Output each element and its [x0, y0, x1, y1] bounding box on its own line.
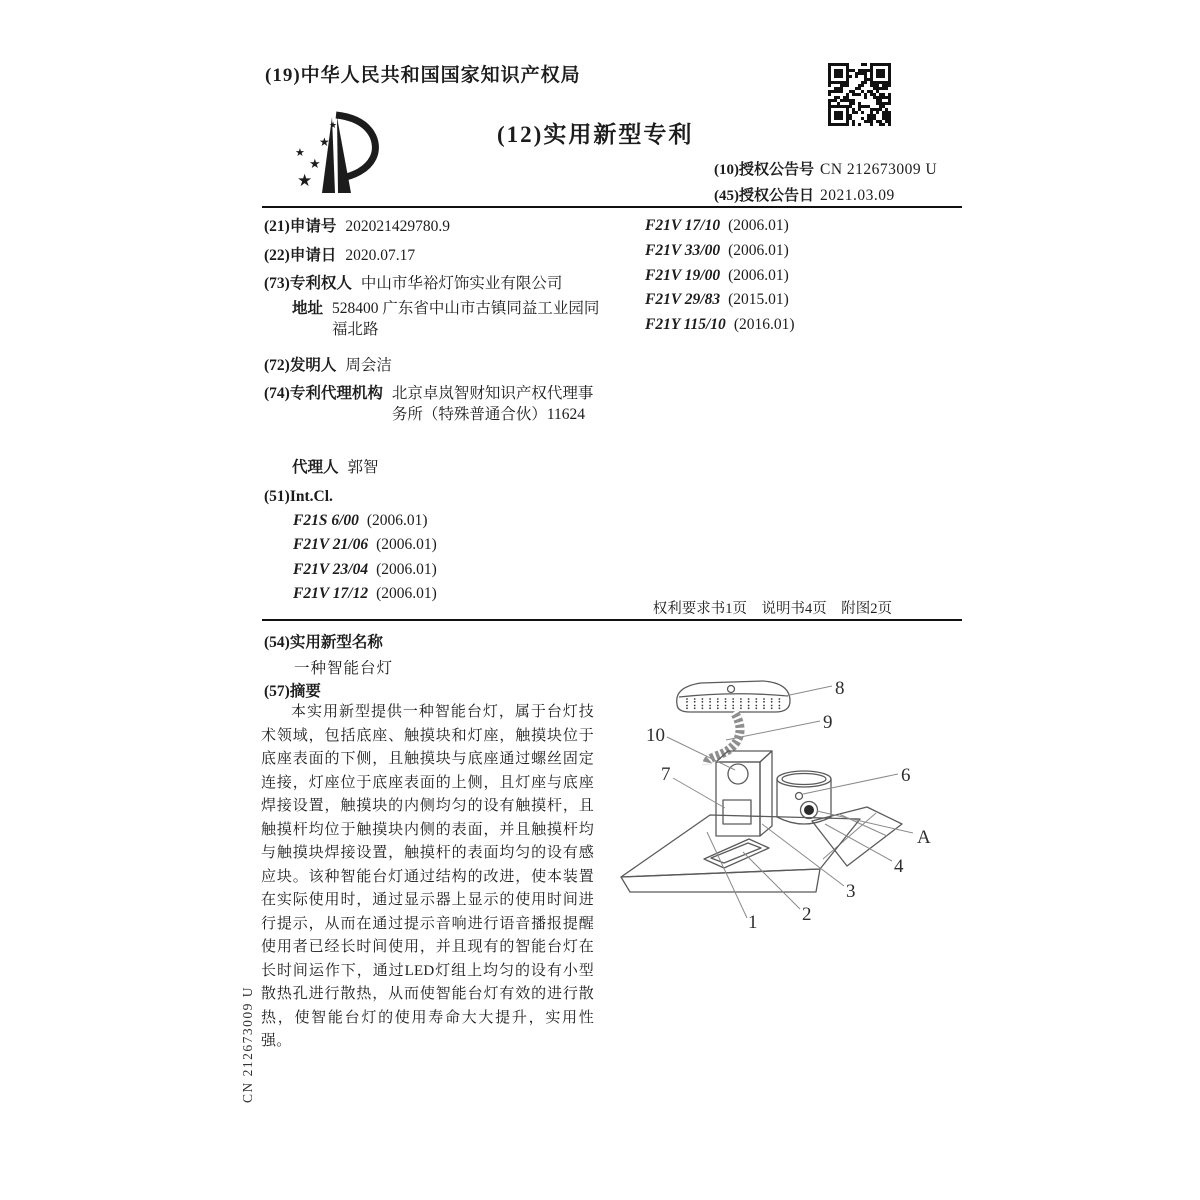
filing-date-label: (22)申请日 [264, 247, 337, 264]
publication-date-value: 2021.03.09 [820, 187, 895, 204]
ipc-version: (2016.01) [733, 316, 795, 333]
ipc-entry [645, 267, 789, 285]
section-divider [262, 619, 962, 621]
patent-office-name: (19)中华人民共和国国家知识产权局 [265, 65, 581, 86]
ipc-entry [645, 217, 789, 235]
touch-block-drawing [716, 751, 772, 836]
application-number-row [264, 217, 450, 238]
filing-date-value: 2020.07.17 [345, 247, 416, 264]
ipc-code: F21Y 115/10 [645, 316, 726, 333]
agency-value: 北京卓岚智财知识产权代理事务所（特殊普通合伙）11624 [391, 385, 594, 423]
ipc-version: (2006.01) [728, 217, 789, 234]
inventor-label: (72)发明人 [264, 357, 337, 374]
intcl-label: (51)Int.Cl. [264, 488, 333, 505]
header-divider [262, 206, 962, 208]
callout-1: 1 [748, 912, 758, 933]
patentee-value: 中山市华裕灯饰实业有限公司 [360, 275, 563, 292]
callout-6: 6 [901, 765, 911, 786]
vertical-document-id: CN 212673009 U [240, 985, 255, 1103]
abstract-text: 本实用新型提供一种智能台灯，属于台灯技术领域，包括底座、触摸块和灯座，触摸块位于底座表面的下侧，且触摸块与底座通过螺丝固定连接，灯座位于底座表面的上侧，且灯座与底座焊接设置，触摸块的内侧均匀的设有触摸杆，且触摸杆均位于触摸块内侧的表面，并且触摸杆均与触摸块焊接设置，触摸杆的表面均匀的设有感应块。该种智能台灯通过结构的改进，使本装置在实际使用时，通过显示器上显示的使用时间进行提示，从而在通过提示音响进行语音播报提醒使用者已经长时间使用，并且现有的智能台灯在长时间运作下，通过LED灯组上均匀的设有小型散热孔进行散热，从而使智能台灯有效的进行散热，使智能台灯的使用寿命大大提升，实用性强。 [261, 704, 594, 1049]
ipc-version: (2006.01) [728, 267, 789, 284]
callout-A: A [917, 827, 931, 848]
agent-value: 郭智 [347, 459, 379, 476]
callout-9: 9 [823, 712, 833, 733]
publication-number-label: (10)授权公告号 [714, 162, 814, 178]
callout-4: 4 [894, 856, 904, 877]
ipc-code: F21V 17/10 [645, 217, 721, 234]
ipc-entry [293, 512, 428, 530]
ipc-version: (2006.01) [376, 585, 437, 602]
ipc-code: F21V 23/04 [293, 561, 369, 578]
ipc-entry [293, 536, 437, 554]
document-type-title: (12)实用新型专利 [497, 122, 694, 147]
agent-label: 代理人 [292, 459, 339, 476]
filing-date-row [264, 246, 415, 267]
ipc-code: F21S 6/00 [293, 512, 359, 529]
ipc-version: (2006.01) [366, 512, 428, 529]
callout-3: 3 [846, 881, 856, 902]
publication-date-row [714, 184, 895, 205]
publication-number-value: CN 212673009 U [820, 161, 938, 178]
callout-10: 10 [646, 725, 665, 746]
callout-lines [667, 686, 913, 918]
patentee-label: (73)专利权人 [264, 275, 352, 292]
application-number-label: (21)申请号 [264, 218, 337, 235]
cnipa-logo [283, 106, 398, 206]
ipc-version: (2006.01) [376, 536, 437, 553]
patent-figure [613, 660, 958, 940]
logo-star-icon: ★ [295, 147, 305, 159]
qr-code [828, 63, 891, 126]
logo-star-icon: ★ [297, 171, 313, 190]
pages-summary: 权利要求书1页 说明书4页 附图2页 [652, 601, 892, 617]
ipc-version: (2015.01) [728, 291, 789, 308]
agent-row [292, 458, 379, 479]
inventor-row [264, 356, 392, 377]
agency-row [264, 384, 597, 426]
address-row [292, 299, 600, 341]
ipc-entry [293, 585, 437, 603]
abstract-label: (57)摘要 [264, 683, 321, 700]
ipc-code: F21V 33/00 [645, 242, 721, 259]
application-number-value: 202021429780.9 [345, 218, 450, 235]
ipc-entry [293, 561, 437, 579]
pen-holder-drawing [777, 771, 831, 824]
ipc-entry [645, 291, 789, 309]
ipc-code: F21V 21/06 [293, 536, 369, 553]
logo-star-icon: ★ [329, 120, 338, 130]
callout-labels [646, 678, 931, 933]
utility-model-title: 一种智能台灯 [294, 660, 394, 677]
base-drawing [621, 807, 902, 892]
callout-7: 7 [661, 764, 671, 785]
address-value: 528400 广东省中山市古镇同益工业园同福北路 [332, 300, 600, 338]
callout-2: 2 [802, 904, 812, 925]
callout-8: 8 [835, 678, 845, 699]
logo-star-icon: ★ [309, 156, 321, 171]
logo-star-icon: ★ [319, 135, 330, 149]
address-label: 地址 [292, 300, 324, 317]
publication-number-row [714, 158, 937, 179]
lamp-head-drawing [677, 681, 790, 712]
ipc-version: (2006.01) [376, 561, 437, 578]
publication-date-label: (45)授权公告日 [714, 188, 814, 204]
intcl-row [264, 487, 333, 508]
inventor-value: 周会洁 [345, 357, 392, 374]
agency-label: (74)专利代理机构 [264, 385, 383, 402]
ipc-entry [645, 316, 795, 334]
ipc-entry [645, 242, 789, 260]
patentee-row [264, 274, 562, 295]
ipc-code: F21V 29/83 [645, 291, 721, 308]
ipc-version: (2006.01) [728, 242, 789, 259]
ipc-code: F21V 17/12 [293, 585, 369, 602]
utility-model-name-label: (54)实用新型名称 [264, 634, 383, 651]
ipc-code: F21V 19/00 [645, 267, 721, 284]
